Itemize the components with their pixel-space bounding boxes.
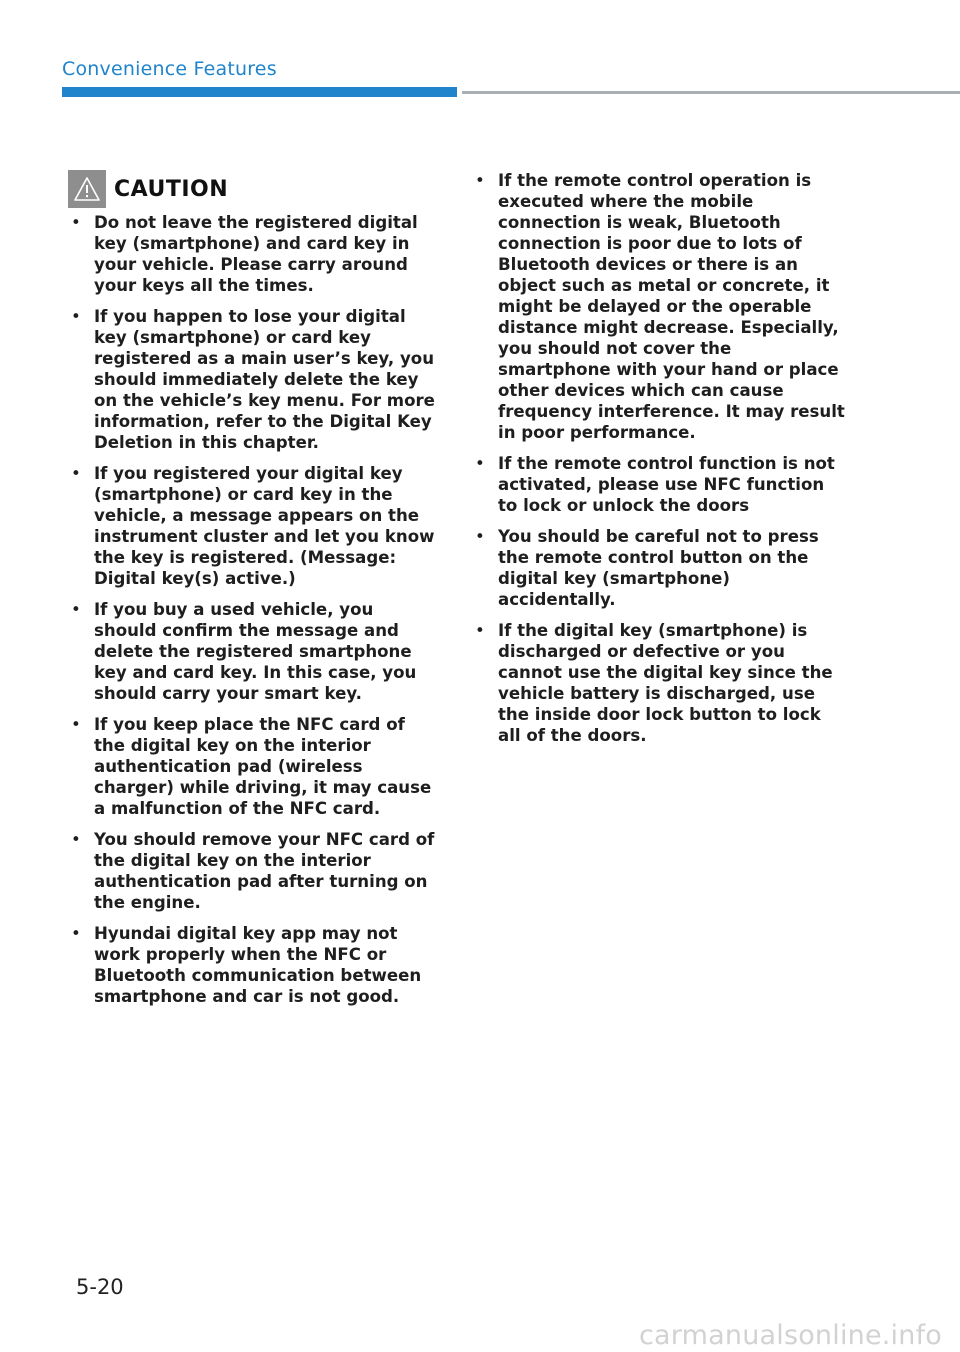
header-divider-rule [462,91,960,94]
watermark: carmanualsonline.info [639,1320,942,1351]
warning-icon [68,170,106,208]
list-item: • If the remote control operation is executed where the mobile connection is weak, Bluetooth connection is poor due to lots of Bluetooth devices or there is an object such as metal or concrete, it might be delayed or the operable distance might decrease. Especially, you should not cover the smartphone with your hand or place other devices which can cause frequency interference. It may result in poor performance. [475,171,845,442]
list-item: • If the remote control function is not activated, please use NFC function to lock or unlock the doors [475,454,835,515]
page-number: 5-20 [76,1275,124,1299]
caution-list-left [68,212,440,1007]
caution-list-right [472,170,848,746]
list-item: • If the digital key (smartphone) is discharged or defective or you cannot use the digital key since the vehicle battery is discharged, use the inside door lock button to lock all of the doors. [475,621,833,745]
list-item: • Do not leave the registered digital key (smartphone) and card key in your vehicle. Please carry around your keys all the times. [71,213,418,295]
caution-heading [68,170,440,208]
list-item: • If you registered your digital key (smartphone) or card key in the vehicle, a message appears on the instrument cluster and let you know the key is registered. (Message: Digital key(s) active.) [71,464,435,588]
left-column [68,170,440,1017]
section-title: Convenience Features [62,58,277,80]
list-item: • If you happen to lose your digital key (smartphone) or card key registered as a main user’s key, you should immediately delete the key on the vehicle’s key menu. For more information, refer to the Digital Key Deletion in this chapter. [71,307,435,452]
list-item: • If you buy a used vehicle, you should confirm the message and delete the registered smartphone key and card key. In this case, you should carry your smart key. [71,600,417,703]
list-item: • Hyundai digital key app may not work properly when the NFC or Bluetooth communication between smartphone and car is not good. [71,924,422,1006]
list-item: • You should remove your NFC card of the digital key on the interior authentication pad after turning on the engine. [71,830,435,912]
right-column [472,170,848,756]
header-accent-rule [62,87,457,97]
list-item: • You should be careful not to press the remote control button on the digital key (smartphone) accidentally. [475,527,819,609]
list-item: • If you keep place the NFC card of the digital key on the interior authentication pad (wireless charger) while driving, it may cause a malfunction of the NFC card. [71,715,432,818]
caution-title: CAUTION [114,176,229,202]
